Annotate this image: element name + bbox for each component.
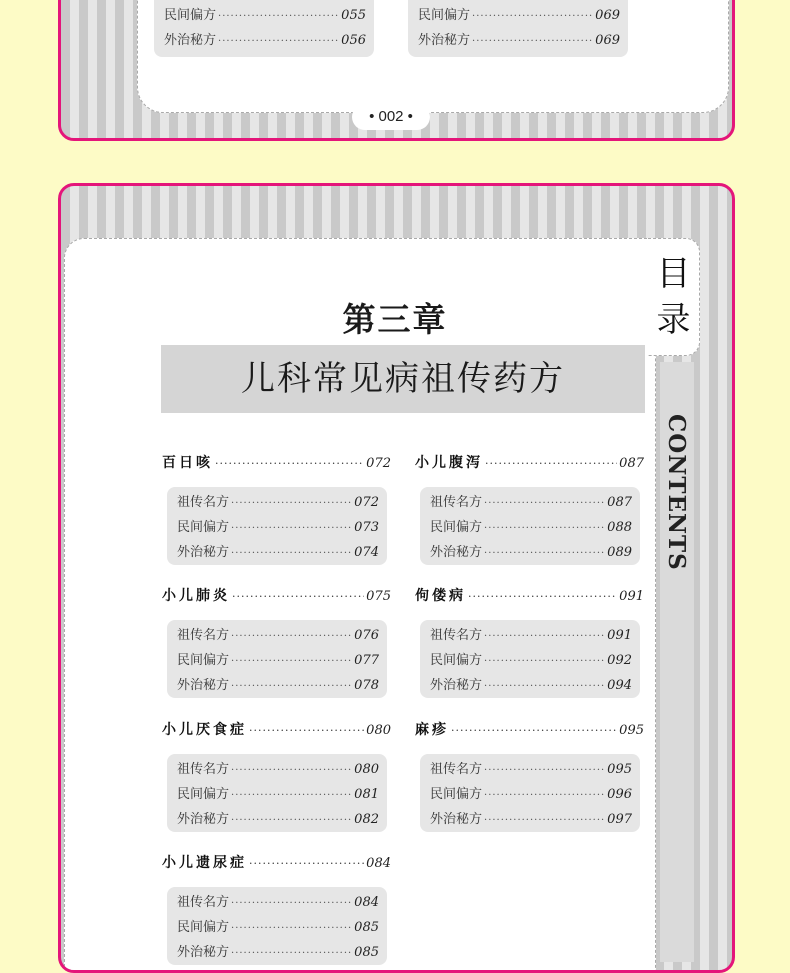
leader-dots [231,790,352,801]
entry-page: 084 [366,856,391,871]
sub-label: 民间偏方 [430,653,483,668]
toc-entry-heading[interactable] [162,452,391,472]
sub-label: 民间偏方 [177,920,230,935]
leader-dots [472,11,593,22]
sub-page: 056 [341,33,366,48]
sub-page: 073 [354,520,379,535]
sub-page: 069 [595,8,620,23]
leader-dots [484,765,605,776]
sub-page: 082 [354,812,379,827]
leader-dots [485,457,617,470]
sub-page: 078 [354,678,379,693]
sub-row[interactable] [177,624,379,649]
sub-label: 祖传名方 [430,495,483,510]
leader-dots [468,590,617,603]
page-number: • 002 • [352,104,430,130]
leader-dots [231,898,352,909]
sub-row[interactable] [177,649,379,674]
sub-row[interactable] [430,541,632,566]
sub-page: 072 [354,495,379,510]
toc-entry-heading[interactable] [415,585,644,605]
entry-title: 佝偻病 [415,588,466,604]
sub-row[interactable] [430,516,632,541]
sub-label: 祖传名方 [177,495,230,510]
previous-right-sub-box [408,0,628,57]
leader-dots [484,523,605,534]
leader-dots [484,790,605,801]
sub-label: 外治秘方 [430,678,483,693]
entry-page: 091 [619,589,644,604]
sub-list-box [167,754,387,832]
sub-page: 081 [354,787,379,802]
sub-page: 088 [607,520,632,535]
previous-left-sub-box [154,0,374,57]
sub-page: 077 [354,653,379,668]
entry-page: 087 [619,456,644,471]
toc-entry-heading[interactable] [415,719,644,739]
entry-page: 095 [619,723,644,738]
entry-page: 072 [366,456,391,471]
sub-row[interactable] [430,783,632,808]
sub-row[interactable] [164,29,366,54]
sub-row[interactable] [177,891,379,916]
sub-row[interactable] [430,491,632,516]
leader-dots [484,656,605,667]
sub-row[interactable] [430,674,632,699]
sub-row[interactable] [177,758,379,783]
sub-label: 祖传名方 [177,628,230,643]
sub-row[interactable] [177,674,379,699]
sub-row[interactable] [177,516,379,541]
sub-list-box [167,487,387,565]
sub-label: 外治秘方 [164,33,217,48]
sub-label: 民间偏方 [418,8,471,23]
leader-dots [232,590,364,603]
leader-dots [231,948,352,959]
sub-row[interactable] [430,758,632,783]
sub-page: 089 [607,545,632,560]
sub-row[interactable] [177,808,379,833]
leader-dots [484,631,605,642]
toc-entry-heading[interactable] [162,719,391,739]
entry-page: 075 [366,589,391,604]
sub-page: 074 [354,545,379,560]
contents-vertical-tab [660,362,694,962]
leader-dots [218,11,339,22]
sub-label: 外治秘方 [430,812,483,827]
sub-page: 076 [354,628,379,643]
entry-page: 080 [366,723,391,738]
leader-dots [231,548,352,559]
sub-page: 091 [607,628,632,643]
sub-label: 外治秘方 [177,812,230,827]
sub-label: 外治秘方 [177,678,230,693]
sub-label: 祖传名方 [430,628,483,643]
sub-page: 069 [595,33,620,48]
leader-dots [249,857,364,870]
sub-row[interactable] [177,941,379,966]
sub-label: 外治秘方 [177,945,230,960]
leader-dots [215,457,364,470]
toc-entry-heading[interactable] [162,585,391,605]
sub-list-box [420,487,640,565]
sub-page: 095 [607,762,632,777]
sub-label: 祖传名方 [177,762,230,777]
entry-title: 小儿肺炎 [162,588,230,604]
sub-page: 094 [607,678,632,693]
sub-label: 民间偏方 [164,8,217,23]
entry-title: 麻疹 [415,722,449,738]
sub-label: 祖传名方 [430,762,483,777]
sub-row[interactable] [430,649,632,674]
sub-label: 民间偏方 [177,520,230,535]
sub-list-box [420,620,640,698]
leader-dots [231,523,352,534]
leader-dots [249,724,364,737]
leader-dots [231,656,352,667]
sub-list-box [167,887,387,965]
sub-row[interactable] [418,4,620,29]
leader-dots [231,815,352,826]
sub-row[interactable] [164,4,366,29]
sub-label: 外治秘方 [177,545,230,560]
sub-row[interactable] [177,541,379,566]
sub-row[interactable] [430,808,632,833]
entry-title: 百日咳 [162,455,213,471]
leader-dots [218,36,339,47]
leader-dots [484,548,605,559]
sub-page: 080 [354,762,379,777]
sub-row[interactable] [177,783,379,808]
chapter-title: 第三章 [342,300,448,339]
leader-dots [484,681,605,692]
sub-page: 092 [607,653,632,668]
entry-title: 小儿厌食症 [162,722,247,738]
sub-row[interactable] [418,29,620,54]
sub-page: 097 [607,812,632,827]
contents-label: CONTENTS [663,414,690,571]
sub-label: 民间偏方 [177,653,230,668]
sub-list-box [167,620,387,698]
sub-row[interactable] [177,916,379,941]
toc-entry-heading[interactable] [162,852,391,872]
sub-row[interactable] [430,624,632,649]
chapter-subtitle: 儿科常见病祖传药方 [161,345,645,413]
sub-page: 096 [607,787,632,802]
sub-page: 085 [354,945,379,960]
leader-dots [231,765,352,776]
sub-row[interactable] [177,491,379,516]
leader-dots [451,724,617,737]
leader-dots [231,631,352,642]
sub-label: 外治秘方 [418,33,471,48]
leader-dots [484,815,605,826]
sub-page: 084 [354,895,379,910]
sub-label: 外治秘方 [430,545,483,560]
sub-label: 祖传名方 [177,895,230,910]
sub-label: 民间偏方 [177,787,230,802]
tab-title-text: 目 录 [656,254,691,340]
sub-page: 085 [354,920,379,935]
leader-dots [231,498,352,509]
leader-dots [231,681,352,692]
entry-title: 小儿腹泻 [415,455,483,471]
leader-dots [484,498,605,509]
sub-page: 087 [607,495,632,510]
leader-dots [231,923,352,934]
entry-title: 小儿遗尿症 [162,855,247,871]
sub-label: 民间偏方 [430,520,483,535]
sub-label: 民间偏方 [430,787,483,802]
sub-list-box [420,754,640,832]
leader-dots [472,36,593,47]
sub-page: 055 [341,8,366,23]
toc-entry-heading[interactable] [415,452,644,472]
